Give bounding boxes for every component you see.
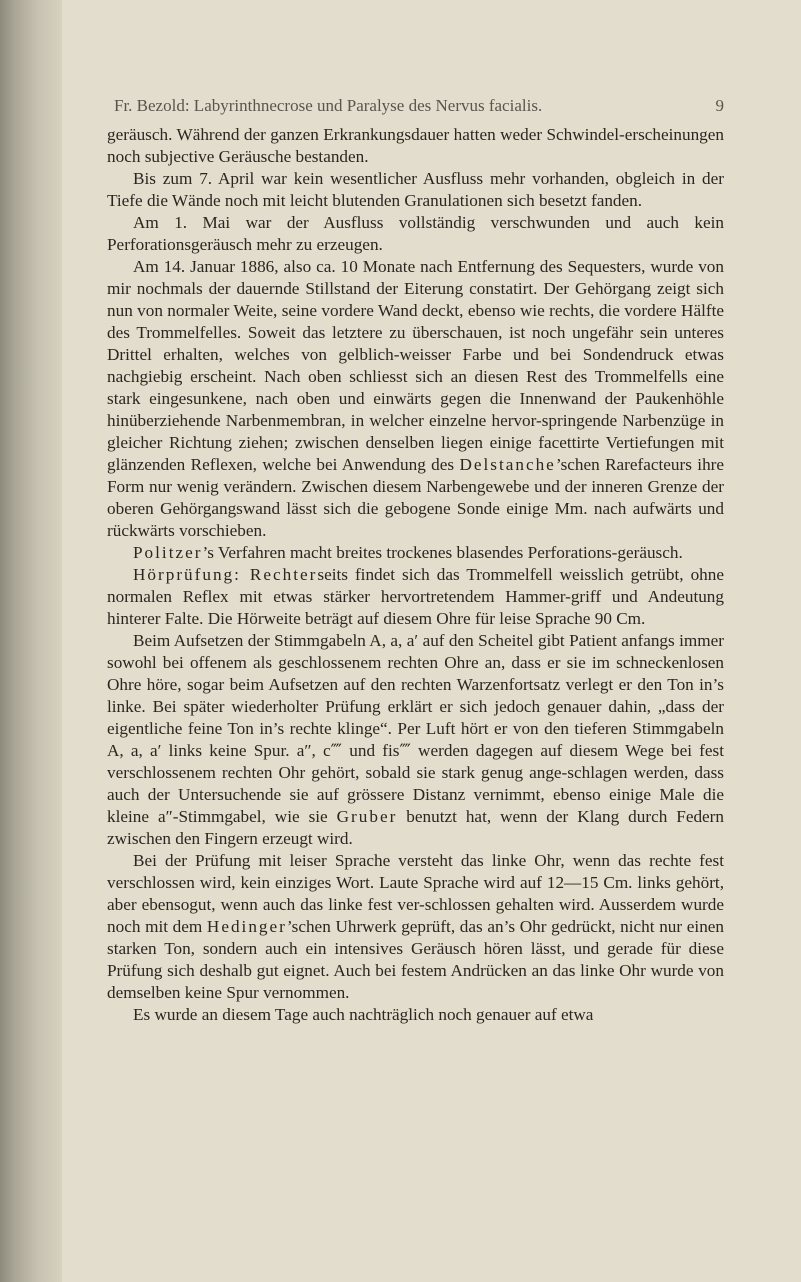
paragraph-text: Beim Aufsetzen der Stimmgabeln A, a, a′ auf den Scheitel gibt Patient anfangs immer sowohl bei offenem als geschlossenem rechten Ohre an, dass er sie im schneckenlosen Ohre höre, sogar beim Aufsetzen auf den rechten Warzenfortsatz verlegt er den Ton in’s linke. Bei später wiederholter Prüfung erklärt er sich jedoch genauer dahin, „dass der eigentliche feine Ton in’s rechte klinge“. Per Luft hört er von den tieferen Stimmgabeln A, a, a′ links keine Spur. a″, c⁗ und fis⁗ werden dagegen auf diesem Wege bei fest verschlossenem rechten Ohr gehört, sobald sie stark genug ange-schlagen werden, dass auch der Untersuchende sie auf grössere Distanz vernimmt, ebenso einige Male die kleine a″-Stimmgabel, wie sie xyxy=(107,631,724,826)
running-header xyxy=(114,96,724,120)
paragraph-text: seits findet sich das Trommelfell weisslich getrübt, ohne normalen Reflex mit etwas stärker hervortretendem Hammer-griff und Andeutung hinterer Falte. Die Hörweite beträgt auf diesem Ohre für leise Sprache 90 Cm. xyxy=(107,565,724,628)
paragraph xyxy=(107,212,724,256)
paragraph xyxy=(107,564,724,630)
paragraph-text: ’schen Rarefacteurs ihre Form nur wenig verändern. Zwischen diesem Narbengewebe und der inneren Grenze der oberen Gehörgangswand lässt sich die gebogene Sonde einige Mm. nach aufwärts und rückwärts vorschieben. xyxy=(107,455,725,540)
body-text xyxy=(107,124,724,1026)
paragraph-text: Es wurde an diesem Tage auch nachträglich noch genauer auf etwa xyxy=(133,1005,594,1024)
paragraph xyxy=(107,850,724,1004)
paragraph xyxy=(107,124,724,168)
paragraph xyxy=(107,630,724,850)
paragraph xyxy=(107,168,724,212)
spaced-heading: Hörprüfung: Rechter xyxy=(133,565,318,584)
paragraph-text: Am 1. Mai war der Ausfluss vollständig verschwunden und auch kein Perforationsgeräusch mehr zu erzeugen. xyxy=(107,213,724,254)
page-number: 9 xyxy=(715,96,724,115)
paragraph-text: ’s Verfahren macht breites trockenes blasendes Perforations-geräusch. xyxy=(202,543,683,562)
paragraph-text: ’schen Uhrwerk geprüft, das an’s Ohr gedrückt, nicht nur einen starken Ton, sondern auch ein intensives Geräusch hören lässt, und gerade für diese Prüfung sich deshalb gut eignet. Auch bei festem Andrücken an das linke Ohr wurde von demselben keine Spur vernommen. xyxy=(107,917,725,1002)
paragraph-text: Bis zum 7. April war kein wesentlicher Ausfluss mehr vorhanden, obgleich in der Tiefe die Wände noch mit leicht blutenden Granulationen sich besetzt fanden. xyxy=(107,169,724,210)
book-page xyxy=(62,0,801,1282)
paragraph-text: geräusch. Während der ganzen Erkrankungsdauer hatten weder Schwindel-erscheinungen noch subjective Geräusche bestanden. xyxy=(107,125,724,166)
paragraph-text: benutzt hat, wenn der Klang durch Federn zwischen den Fingern erzeugt wird. xyxy=(107,807,724,848)
spaced-name: Gruber xyxy=(336,807,398,826)
paragraph xyxy=(107,256,724,542)
running-title: Fr. Bezold: Labyrinthnecrose und Paralyse des Nervus facialis. xyxy=(114,96,543,115)
paragraph-text: Bei der Prüfung mit leiser Sprache versteht das linke Ohr, wenn das rechte fest verschlossen wird, kein einziges Wort. Laute Sprache wird auf 12—15 Cm. links gehört, aber ebensogut, wenn auch das linke fest ver-schlossen gehalten wird. Ausserdem wurde noch mit dem xyxy=(107,851,724,936)
paragraph xyxy=(107,542,724,564)
spaced-name: Delstanche xyxy=(459,455,556,474)
paragraph xyxy=(107,1004,724,1026)
paragraph-text: Am 14. Januar 1886, also ca. 10 Monate nach Entfernung des Sequesters, wurde von mir nochmals der dauernde Stillstand der Eiterung constatirt. Der Gehörgang zeigt sich nun von normaler Weite, seine vordere Wand deckt, ebenso wie rechts, die vordere Hälfte des Trommelfelles. Soweit das letztere zu überschauen, ist noch ungefähr sein unteres Drittel erhalten, welches von gelblich-weisser Farbe und bei Sondendruck etwas nachgiebig erscheint. Nach oben schliesst sich an diesen Rest des Trommelfells eine stark eingesunkene, nach oben und einwärts gegen die Innenwand der Paukenhöhle hinüberziehende Narbenmembran, in welcher einzelne hervor-springende Narbenzüge in gleicher Richtung ziehen; zwischen denselben liegen einige facettirte Vertiefungen mit glänzenden Reflexen, welche bei Anwendung des xyxy=(107,257,724,474)
spaced-name: Politzer xyxy=(133,543,203,562)
book-binding-shadow xyxy=(0,0,70,1282)
spaced-name: Hedinger xyxy=(206,917,287,936)
